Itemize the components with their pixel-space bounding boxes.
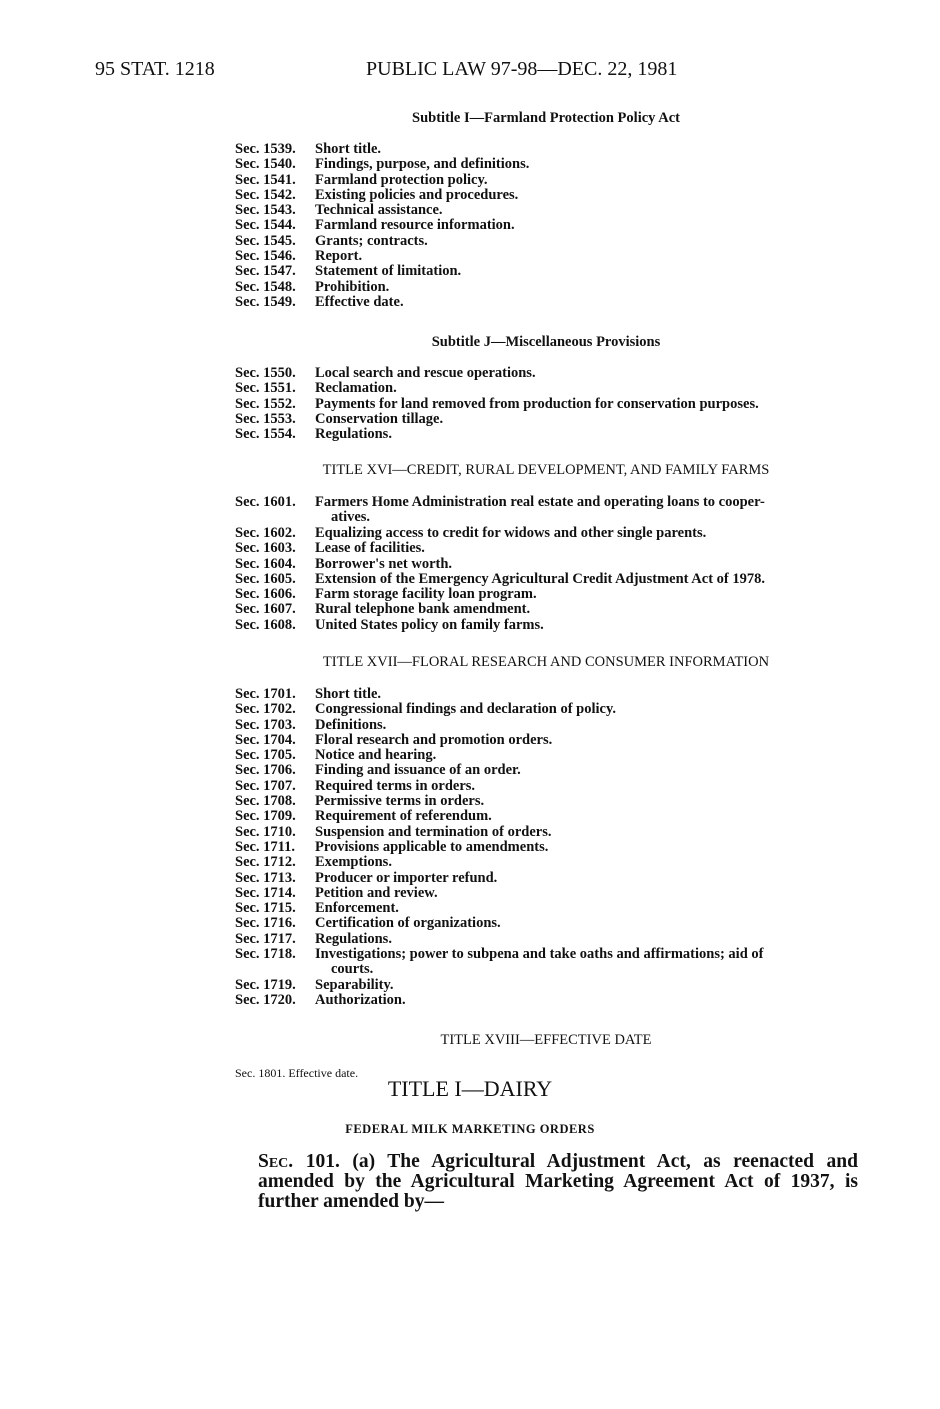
subtitle-j-section-list <box>235 366 857 442</box>
section-title: Floral research and promotion orders. <box>315 731 553 748</box>
section-number: Sec. 1543. <box>235 202 296 219</box>
section-title: Grants; contracts. <box>315 232 428 249</box>
paragraph-text: 101. (a) The Agricultural Adjustment Act, as reenacted and amended by the Agricultural Marketing Agreement Act of 1937, is further amended by— <box>258 1151 858 1212</box>
section-title-continuation: atives. <box>331 509 371 526</box>
section-number: Sec. 1605. <box>235 570 296 587</box>
section-title: Certification of organizations. <box>315 915 501 932</box>
section-number: Sec. 1719. <box>235 977 296 993</box>
list-item <box>235 397 857 412</box>
section-title: Local search and rescue operations. <box>315 365 536 381</box>
section-title: Definitions. <box>315 716 387 733</box>
section-title-continuation: courts. <box>331 961 374 978</box>
list-item <box>235 366 857 381</box>
section-title <box>315 947 857 978</box>
list-item <box>235 557 857 572</box>
title-xvii-section-list-tail <box>235 978 857 1009</box>
section-title: Lease of facilities. <box>315 540 425 557</box>
public-law-citation: PUBLIC LAW 97-98—DEC. 22, 1981 <box>366 58 678 80</box>
list-item <box>235 218 857 233</box>
section-number: Sec. 1601. <box>235 494 296 510</box>
section-number: Sec. 1704. <box>235 731 296 748</box>
section-number: Sec. 1548. <box>235 278 296 295</box>
list-item <box>235 794 857 809</box>
section-number: Sec. 1551. <box>235 380 296 397</box>
section-number: Sec. 1539. <box>235 141 296 157</box>
section-101-paragraph <box>258 1152 858 1212</box>
list-item <box>235 618 857 633</box>
section-number: Sec. 1545. <box>235 232 296 249</box>
title-xviii-heading: TITLE XVIII—EFFECTIVE DATE <box>440 1032 652 1048</box>
section-title: Farmland protection policy. <box>315 171 488 188</box>
section-number: Sec. 1801. <box>235 1066 286 1080</box>
section-title: Notice and hearing. <box>315 747 437 764</box>
section-title: Provisions applicable to amendments. <box>315 838 549 855</box>
list-item <box>235 947 857 978</box>
list-item <box>235 871 857 886</box>
section-title: Effective date. <box>315 293 404 310</box>
page-header <box>95 58 855 88</box>
section-number: Sec. 1550. <box>235 365 296 381</box>
section-number: Sec. 1544. <box>235 217 296 234</box>
list-item <box>235 427 857 442</box>
section-number: Sec. 1603. <box>235 540 296 557</box>
section-number: Sec. 1713. <box>235 869 296 886</box>
section-title: Separability. <box>315 977 394 993</box>
section-number: Sec. 1701. <box>235 686 296 702</box>
section-title: Petition and review. <box>315 884 438 901</box>
section-title: Technical assistance. <box>315 202 443 219</box>
list-item <box>235 234 857 249</box>
section-number: Sec. 1708. <box>235 793 296 810</box>
list-item <box>235 587 857 602</box>
section-title: Effective date. <box>288 1066 359 1080</box>
section-title: Authorization. <box>315 992 406 1009</box>
section-number: Sec. 1607. <box>235 601 296 618</box>
list-item <box>235 142 857 157</box>
list-item <box>235 541 857 556</box>
section-number: Sec. 1714. <box>235 884 296 901</box>
section-number: Sec. 1703. <box>235 716 296 733</box>
section-title: Exemptions. <box>315 854 392 871</box>
list-item <box>235 173 857 188</box>
section-title: United States policy on family farms. <box>315 616 544 633</box>
list-item <box>235 280 857 295</box>
section-title: Suspension and termination of orders. <box>315 823 552 840</box>
section-title: Equalizing access to credit for widows and other single parents. <box>315 525 707 541</box>
section-number: Sec. 1604. <box>235 555 296 572</box>
subtitle-j-heading: Subtitle J—Miscellaneous Provisions <box>431 334 661 350</box>
section-title: Conservation tillage. <box>315 410 444 427</box>
list-item <box>235 157 857 172</box>
title-i-heading: TITLE I—DAIRY <box>387 1076 553 1101</box>
section-number: Sec. 1711. <box>235 838 296 855</box>
section-number: Sec. 1606. <box>235 586 296 603</box>
section-number: Sec. 1706. <box>235 762 296 779</box>
list-item <box>235 495 857 526</box>
section-title: Producer or importer refund. <box>315 869 498 886</box>
section-number: Sec. 1552. <box>235 395 296 412</box>
section-label: Sec. <box>258 1151 294 1172</box>
list-item <box>235 733 857 748</box>
section-title: Short title. <box>315 686 382 702</box>
list-item <box>235 249 857 264</box>
list-item <box>235 809 857 824</box>
list-item <box>235 916 857 931</box>
section-title: Required terms in orders. <box>315 777 476 794</box>
list-item <box>235 825 857 840</box>
section-number: Sec. 1702. <box>235 701 296 718</box>
list-item <box>235 763 857 778</box>
title-xvii-section-1718 <box>235 947 857 978</box>
subtitle-i-heading: Subtitle I—Farmland Protection Policy Act <box>412 110 680 126</box>
section-number: Sec. 1540. <box>235 156 296 173</box>
section-title: Farmland resource information. <box>315 217 515 234</box>
section-number: Sec. 1549. <box>235 293 296 310</box>
list-item <box>235 602 857 617</box>
section-title: Enforcement. <box>315 900 399 917</box>
list-item <box>235 886 857 901</box>
section-number: Sec. 1718. <box>235 946 296 962</box>
section-number: Sec. 1707. <box>235 777 296 794</box>
section-number: Sec. 1709. <box>235 808 296 825</box>
list-item <box>235 855 857 870</box>
list-item <box>235 901 857 916</box>
list-item <box>235 381 857 396</box>
section-title: Requirement of referendum. <box>315 808 492 825</box>
list-item <box>235 295 857 310</box>
section-number: Sec. 1705. <box>235 747 296 764</box>
section-number: Sec. 1720. <box>235 992 296 1009</box>
list-item <box>235 702 857 717</box>
title-xvii-heading: TITLE XVII—FLORAL RESEARCH AND CONSUMER INFORMATION <box>322 654 770 670</box>
section-number: Sec. 1712. <box>235 854 296 871</box>
list-item <box>235 264 857 279</box>
section-number: Sec. 1717. <box>235 930 296 947</box>
list-item <box>235 526 857 541</box>
section-title: Finding and issuance of an order. <box>315 762 521 779</box>
list-item <box>235 840 857 855</box>
title-xvi-section-list-continued <box>235 526 857 633</box>
section-title: Regulations. <box>315 426 392 443</box>
list-item <box>235 978 857 993</box>
section-title: Prohibition. <box>315 278 390 295</box>
list-item <box>235 932 857 947</box>
section-number: Sec. 1547. <box>235 263 296 280</box>
list-item <box>235 779 857 794</box>
section-title: Report. <box>315 248 363 265</box>
section-title: Short title. <box>315 141 382 157</box>
section-number: Sec. 1715. <box>235 900 296 917</box>
section-number: Sec. 1608. <box>235 616 296 633</box>
section-number: Sec. 1542. <box>235 186 296 203</box>
section-number: Sec. 1716. <box>235 915 296 932</box>
list-item <box>235 993 857 1008</box>
section-title: Reclamation. <box>315 380 397 397</box>
list-item <box>235 203 857 218</box>
list-item <box>235 748 857 763</box>
subtitle-i-section-list <box>235 142 857 310</box>
section-title: Permissive terms in orders. <box>315 793 485 810</box>
section-number: Sec. 1602. <box>235 525 296 541</box>
list-item <box>235 687 857 702</box>
section-title: Payments for land removed from production for conservation purposes. <box>315 395 759 412</box>
section-title <box>315 495 857 526</box>
section-title: Findings, purpose, and definitions. <box>315 156 530 173</box>
section-title: Borrower's net worth. <box>315 555 453 572</box>
title-xvi-section-list <box>235 495 857 526</box>
section-number: Sec. 1541. <box>235 171 296 188</box>
section-title-line: Investigations; power to subpena and take oaths and affirmations; aid of <box>315 946 764 962</box>
section-title: Farm storage facility loan program. <box>315 586 537 603</box>
list-item <box>235 718 857 733</box>
list-item <box>235 572 857 587</box>
section-title: Statement of limitation. <box>315 263 462 280</box>
section-title-line: Farmers Home Administration real estate and operating loans to cooper- <box>315 494 765 510</box>
section-title: Existing policies and procedures. <box>315 186 519 203</box>
section-title: Rural telephone bank amendment. <box>315 601 531 618</box>
section-number: Sec. 1553. <box>235 410 296 427</box>
section-number: Sec. 1546. <box>235 248 296 265</box>
title-xvii-section-list <box>235 687 857 947</box>
title-i-subheading: FEDERAL MILK MARKETING ORDERS <box>345 1122 595 1136</box>
section-number: Sec. 1554. <box>235 426 296 443</box>
section-title: Congressional findings and declaration of policy. <box>315 701 617 718</box>
statute-citation: 95 STAT. 1218 <box>95 58 215 80</box>
list-item <box>235 188 857 203</box>
section-title: Extension of the Emergency Agricultural Credit Adjustment Act of 1978. <box>315 570 765 587</box>
list-item <box>235 412 857 427</box>
section-title: Regulations. <box>315 930 392 947</box>
title-xvi-heading: TITLE XVI—CREDIT, RURAL DEVELOPMENT, AND FAMILY FARMS <box>322 462 770 478</box>
section-number: Sec. 1710. <box>235 823 296 840</box>
